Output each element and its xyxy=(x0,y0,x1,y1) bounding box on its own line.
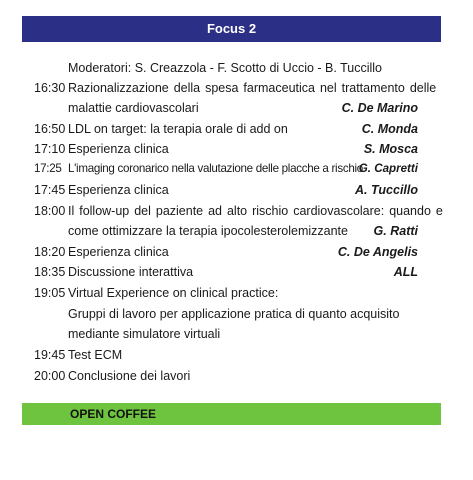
schedule-time: 18:35 xyxy=(34,265,66,279)
schedule-row xyxy=(34,264,418,280)
schedule-row xyxy=(34,244,418,260)
schedule-title: Razionalizzazione della spesa farmaceutica nel trattamento delle xyxy=(68,81,437,95)
schedule-speaker: ALL xyxy=(393,265,418,279)
schedule-title: Virtual Experience on clinical practice: xyxy=(68,286,279,300)
focus-title: Focus 2 xyxy=(206,21,257,36)
schedule-title: mediante simulatore virtuali xyxy=(68,327,221,341)
schedule-row xyxy=(68,306,418,322)
schedule-row xyxy=(34,285,418,301)
schedule-title: Il follow-up del paziente ad alto rischio cardiovascolare: quando e xyxy=(68,204,443,218)
schedule-speaker: G. Capretti xyxy=(358,162,418,175)
schedule-row xyxy=(34,141,418,157)
schedule-speaker: S. Mosca xyxy=(363,142,418,156)
schedule-title: malattie cardiovascolari xyxy=(68,101,199,115)
schedule-time: 19:45 xyxy=(34,348,66,362)
open-coffee-label: OPEN COFFEE xyxy=(70,407,157,421)
schedule-time: 17:25 xyxy=(34,162,62,175)
schedule-time: 20:00 xyxy=(34,369,66,383)
schedule-time: 17:45 xyxy=(34,183,66,197)
schedule-title: L'imaging coronarico nella valutazione delle placche a rischio xyxy=(68,162,363,175)
schedule-row xyxy=(34,182,418,198)
schedule-row xyxy=(34,347,418,363)
schedule-speaker: A. Tuccillo xyxy=(355,183,418,197)
schedule-time: 16:50 xyxy=(34,122,66,136)
schedule-title: Discussione interattiva xyxy=(68,265,194,279)
schedule-row xyxy=(34,121,418,137)
schedule-time: 16:30 xyxy=(34,81,66,95)
schedule-row xyxy=(68,100,418,116)
schedule-title: LDL on target: la terapia orale di add on xyxy=(68,122,288,136)
schedule-row xyxy=(34,368,418,384)
schedule-time: 17:10 xyxy=(34,142,66,156)
schedule-title: Gruppi di lavoro per applicazione pratica di quanto acquisito xyxy=(68,307,400,321)
schedule-title: come ottimizzare la terapia ipocolesterolemizzante xyxy=(68,224,348,238)
schedule-row xyxy=(34,203,443,219)
schedule-row xyxy=(34,80,437,96)
schedule-title: Esperienza clinica xyxy=(68,183,169,197)
schedule-time: 18:20 xyxy=(34,245,66,259)
schedule-speaker: G. Ratti xyxy=(373,224,418,238)
schedule-title: Esperienza clinica xyxy=(68,245,169,259)
moderators-line: Moderatori: S. Creazzola - F. Scotto di Uccio - B. Tuccillo xyxy=(68,61,382,75)
open-coffee-bar xyxy=(22,403,441,425)
schedule-time: 18:00 xyxy=(34,204,66,218)
schedule-row xyxy=(34,161,418,177)
schedule-row xyxy=(68,326,418,342)
schedule-speaker: C. Monda xyxy=(361,122,418,136)
schedule-title: Conclusione dei lavori xyxy=(68,369,191,383)
focus-header-bar xyxy=(22,16,441,42)
schedule-title: Test ECM xyxy=(68,348,123,362)
schedule-title: Esperienza clinica xyxy=(68,142,169,156)
schedule-time: 19:05 xyxy=(34,286,66,300)
schedule-speaker: C. De Marino xyxy=(341,101,418,115)
schedule-row xyxy=(68,223,418,239)
schedule-speaker: C. De Angelis xyxy=(337,245,418,259)
